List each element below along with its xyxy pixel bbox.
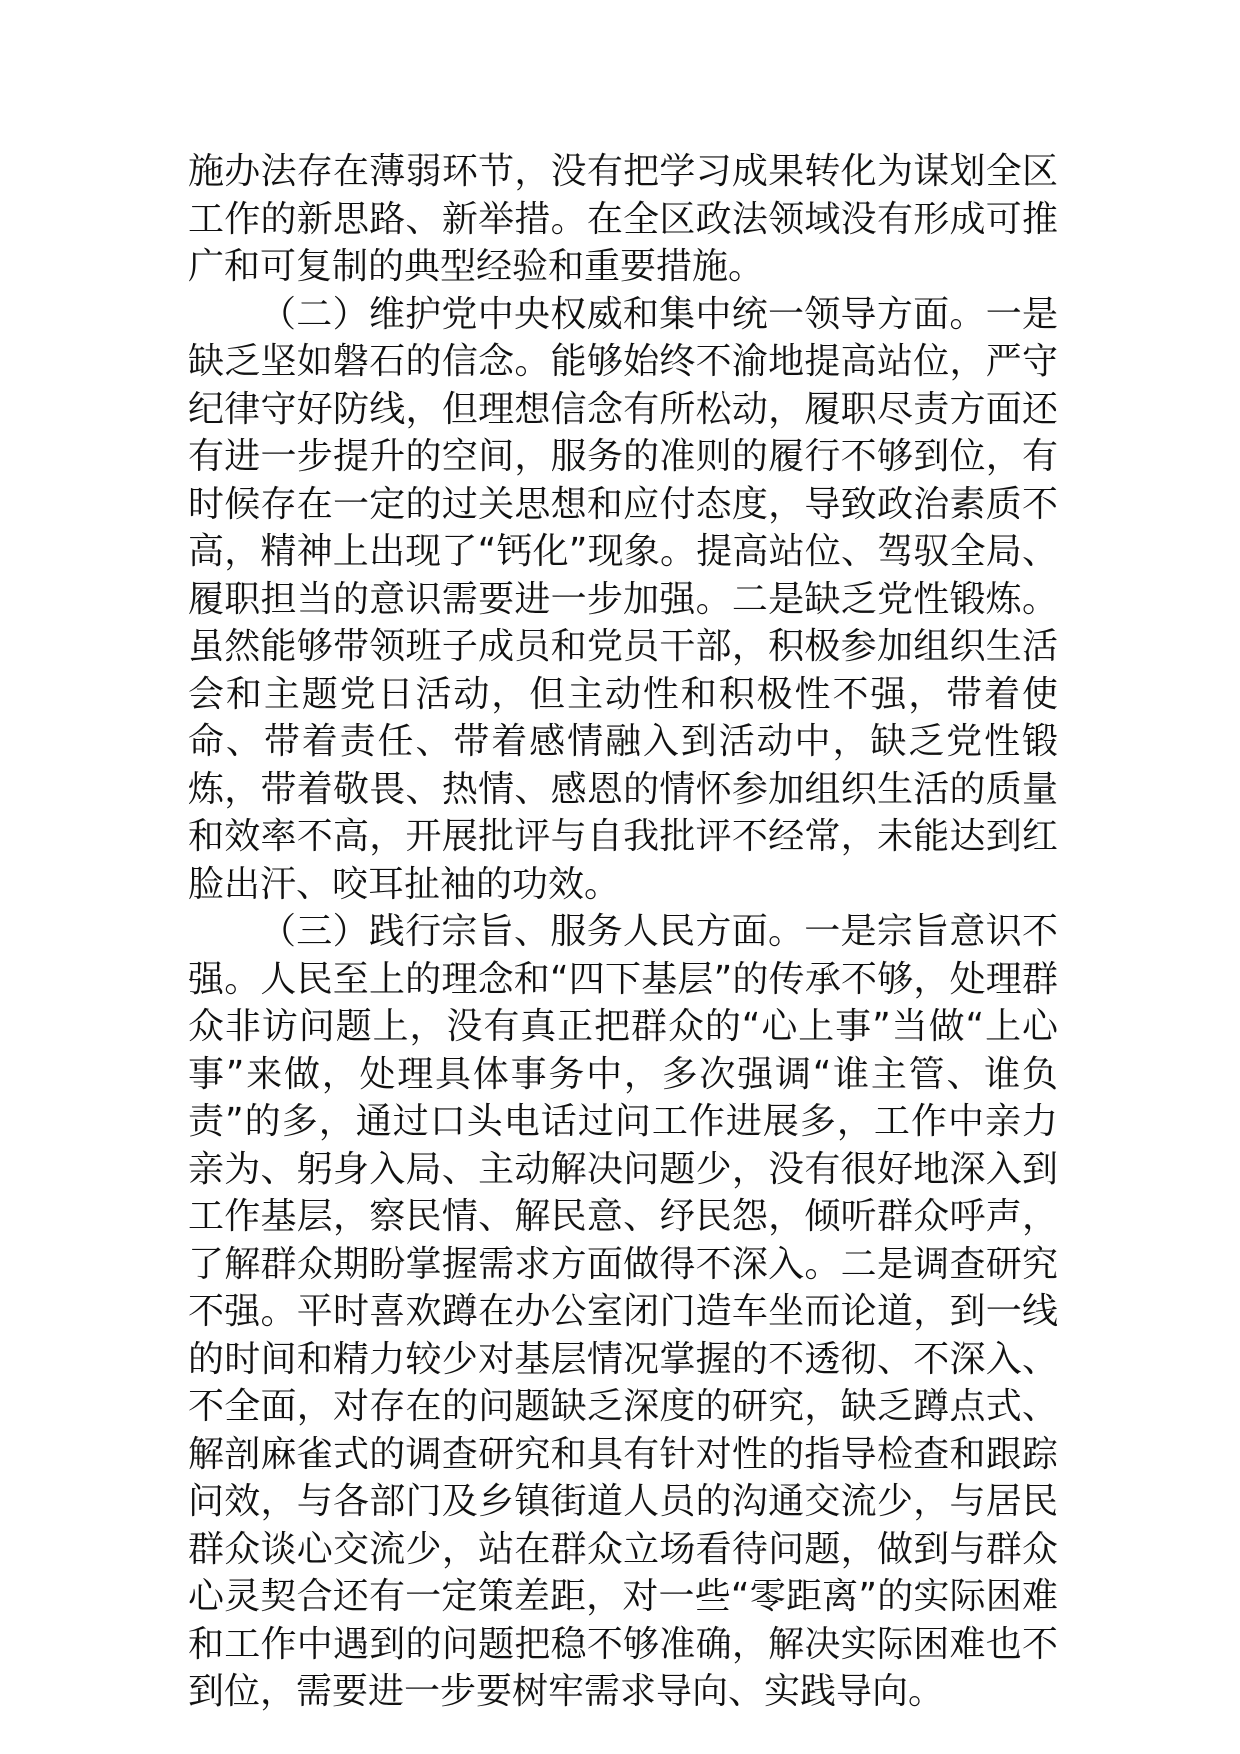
body-text xyxy=(188,148,1058,1716)
paragraph-section-3: （三）践行宗旨、服务人民方面。一是宗旨意识不强。人民至上的理念和“四下基层”的传承不够，处理群众非访问题上，没有真正把群众的“心上事”当做“上心事”来做，处理具体事务中，多次强调“谁主管、谁负责”的多，通过口头电话过问工作进展多，工作中亲力亲为、躬身入局、主动解决问题少，没有很好地深入到工作基层，察民情、解民意、纾民怨，倾听群众呼声，了解群众期盼掌握需求方面做得不深入。二是调查研究不强。平时喜欢蹲在办公室闭门造车坐而论道，到一线的时间和精力较少对基层情况掌握的不透彻、不深入、不全面，对存在的问题缺乏深度的研究，缺乏蹲点式、解剖麻雀式的调查研究和具有针对性的指导检查和跟踪问效，与各部门及乡镇街道人员的沟通交流少，与居民群众谈心交流少，站在群众立场看待问题，做到与群众心灵契合还有一定策差距，对一些“零距离”的实际困难和工作中遇到的问题把稳不够准确，解决实际困难也不到位，需要进一步要树牢需求导向、实践导向。 xyxy=(188,911,1058,1712)
paragraph-continuation: 施办法存在薄弱环节，没有把学习成果转化为谋划全区工作的新思路、新举措。在全区政法领域没有形成可推广和可复制的典型经验和重要措施。 xyxy=(188,151,1058,287)
paragraph-section-2: （二）维护党中央权威和集中统一领导方面。一是缺乏坚如磐石的信念。能够始终不渝地提高站位，严守纪律守好防线，但理想信念有所松动，履职尽责方面还有进一步提升的空间，服务的准则的履行不够到位，有时候存在一定的过关思想和应付态度，导致政治素质不高，精神上出现了“钙化”现象。提高站位、驾驭全局、履职担当的意识需要进一步加强。二是缺乏党性锻炼。虽然能够带领班子成员和党员干部，积极参加组织生活会和主题党日活动，但主动性和积极性不强，带着使命、带着责任、带着感情融入到活动中，缺乏党性锻炼，带着敬畏、热情、感恩的情怀参加组织生活的质量和效率不高，开展批评与自我批评不经常，未能达到红脸出汗、咬耳扯袖的功效。 xyxy=(188,293,1058,905)
